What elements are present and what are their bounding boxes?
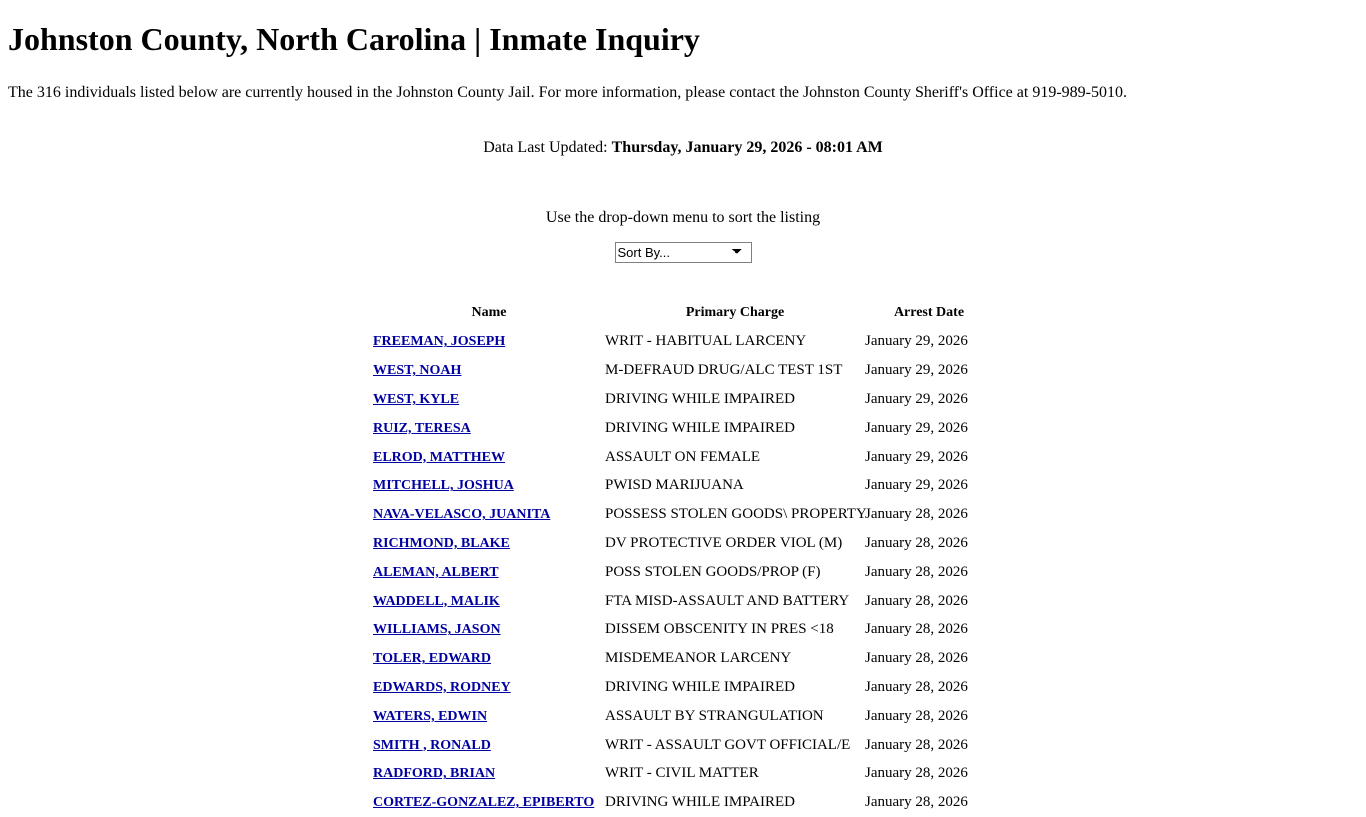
arrest-date-cell: January 29, 2026 <box>865 477 968 494</box>
arrest-date-cell: January 28, 2026 <box>865 534 968 551</box>
sort-instruction-text: Use the drop-down menu to sort the listing <box>545 209 821 227</box>
table-row <box>373 529 993 558</box>
column-header-name: Name <box>471 305 507 321</box>
primary-charge-cell: ASSAULT BY STRANGULATION <box>605 707 824 724</box>
table-row <box>373 414 993 443</box>
last-updated-line <box>8 138 1358 157</box>
arrest-date-cell: January 29, 2026 <box>865 390 968 407</box>
primary-charge-cell: DV PROTECTIVE ORDER VIOL (M) <box>605 534 843 551</box>
primary-charge-cell: WRIT - ASSAULT GOVT OFFICIAL/E <box>605 736 851 753</box>
table-header <box>373 305 993 327</box>
table-row <box>373 558 993 587</box>
inmate-name-link[interactable]: SMITH , RONALD <box>373 737 491 753</box>
inmate-name-link[interactable]: FREEMAN, JOSEPH <box>373 334 506 350</box>
inmate-name-cell <box>373 500 605 529</box>
column-header-date: Arrest Date <box>893 305 965 321</box>
inmate-name-link[interactable]: WILLIAMS, JASON <box>373 622 501 638</box>
primary-charge-cell: POSS STOLEN GOODS/PROP (F) <box>605 563 821 580</box>
last-updated-value: Thursday, January 29, 2026 - 08:01 AM <box>611 138 883 156</box>
table-row <box>373 327 993 356</box>
primary-charge-cell: FTA MISD-ASSAULT AND BATTERY <box>605 592 850 609</box>
primary-charge-cell: DRIVING WHILE IMPAIRED <box>605 419 795 436</box>
sort-by-select[interactable] <box>615 242 752 263</box>
inmate-name-link[interactable]: WEST, KYLE <box>373 391 460 407</box>
inmate-name-link[interactable]: CORTEZ-GONZALEZ, EPIBERTO <box>373 795 595 811</box>
inmate-name-link[interactable]: TOLER, EDWARD <box>373 651 491 667</box>
primary-charge-cell: WRIT - HABITUAL LARCENY <box>605 333 807 350</box>
inmate-name-link[interactable]: ALEMAN, ALBERT <box>373 564 499 580</box>
table-row <box>373 471 993 500</box>
inmate-name-cell <box>373 471 605 500</box>
inmate-name-cell <box>373 356 605 385</box>
inmate-name-link[interactable]: RICHMOND, BLAKE <box>373 535 510 551</box>
table-row <box>373 500 993 529</box>
table-row <box>373 731 993 760</box>
inmate-name-cell <box>373 759 605 788</box>
primary-charge-cell: DRIVING WHILE IMPAIRED <box>605 794 795 811</box>
inmate-inquiry-page <box>0 21 1366 811</box>
inmate-name-link[interactable]: ELROD, MATTHEW <box>373 449 505 465</box>
arrest-date-cell: January 28, 2026 <box>865 506 968 523</box>
inmate-name-cell <box>373 385 605 414</box>
table-row <box>373 443 993 472</box>
inmate-name-cell <box>373 702 605 731</box>
inmate-name-cell <box>373 443 605 472</box>
arrest-date-cell: January 28, 2026 <box>865 592 968 609</box>
inmate-name-link[interactable]: EDWARDS, RODNEY <box>373 679 511 695</box>
table-row <box>373 788 993 817</box>
arrest-date-cell: January 28, 2026 <box>865 650 968 667</box>
inmate-name-cell <box>373 788 605 817</box>
table-row <box>373 615 993 644</box>
inmate-name-cell <box>373 529 605 558</box>
arrest-date-cell: January 29, 2026 <box>865 333 968 350</box>
table-row <box>373 702 993 731</box>
arrest-date-cell: January 28, 2026 <box>865 621 968 638</box>
column-header-charge: Primary Charge <box>685 305 785 321</box>
table-body <box>373 327 993 817</box>
sort-control-wrapper <box>8 242 1358 263</box>
arrest-date-cell: January 29, 2026 <box>865 448 968 465</box>
primary-charge-cell: DISSEM OBSCENITY IN PRES <18 <box>605 621 834 638</box>
inmate-name-link[interactable]: WADDELL, MALIK <box>373 593 500 609</box>
arrest-date-cell: January 28, 2026 <box>865 678 968 695</box>
inmate-name-link[interactable]: MITCHELL, JOSHUA <box>373 478 514 494</box>
primary-charge-cell: MISDEMEANOR LARCENY <box>605 650 792 667</box>
page-title: Johnston County, North Carolina | Inmate Inquiry <box>8 21 700 57</box>
last-updated-label: Data Last Updated: <box>483 138 612 156</box>
primary-charge-cell: DRIVING WHILE IMPAIRED <box>605 390 795 407</box>
table-header-row <box>373 305 993 327</box>
inmate-name-cell <box>373 615 605 644</box>
primary-charge-cell: PWISD MARIJUANA <box>605 477 744 494</box>
arrest-date-cell: January 29, 2026 <box>865 362 968 379</box>
inmate-name-link[interactable]: WEST, NOAH <box>373 363 462 379</box>
arrest-date-cell: January 28, 2026 <box>865 707 968 724</box>
arrest-date-cell: January 28, 2026 <box>865 736 968 753</box>
inmate-name-link[interactable]: WATERS, EDWIN <box>373 708 488 724</box>
arrest-date-cell: January 28, 2026 <box>865 765 968 782</box>
arrest-date-cell: January 29, 2026 <box>865 419 968 436</box>
inmate-name-cell <box>373 673 605 702</box>
table-row <box>373 587 993 616</box>
intro-text: The 316 individuals listed below are currently housed in the Johnston County Jail. For more information, please contact the Johnston County Sheriff's Office at 919-989-5010. <box>8 83 1127 101</box>
inmate-name-cell <box>373 414 605 443</box>
inmate-name-cell <box>373 731 605 760</box>
table-row <box>373 356 993 385</box>
inmate-name-link[interactable]: NAVA-VELASCO, JUANITA <box>373 507 551 523</box>
table-row <box>373 673 993 702</box>
primary-charge-cell: WRIT - CIVIL MATTER <box>605 765 759 782</box>
table-row <box>373 385 993 414</box>
inmate-listing-table <box>373 305 993 817</box>
inmate-name-cell <box>373 558 605 587</box>
primary-charge-cell: DRIVING WHILE IMPAIRED <box>605 678 795 695</box>
arrest-date-cell: January 28, 2026 <box>865 563 968 580</box>
table-row <box>373 759 993 788</box>
inmate-name-cell <box>373 644 605 673</box>
primary-charge-cell: M-DEFRAUD DRUG/ALC TEST 1ST <box>605 362 843 379</box>
inmate-name-link[interactable]: RUIZ, TERESA <box>373 420 471 436</box>
primary-charge-cell: POSSESS STOLEN GOODS\ PROPERTY <box>605 506 867 523</box>
inmate-name-cell <box>373 327 605 356</box>
arrest-date-cell: January 28, 2026 <box>865 794 968 811</box>
table-row <box>373 644 993 673</box>
inmate-name-cell <box>373 587 605 616</box>
inmate-name-link[interactable]: RADFORD, BRIAN <box>373 766 496 782</box>
primary-charge-cell: ASSAULT ON FEMALE <box>605 448 761 465</box>
